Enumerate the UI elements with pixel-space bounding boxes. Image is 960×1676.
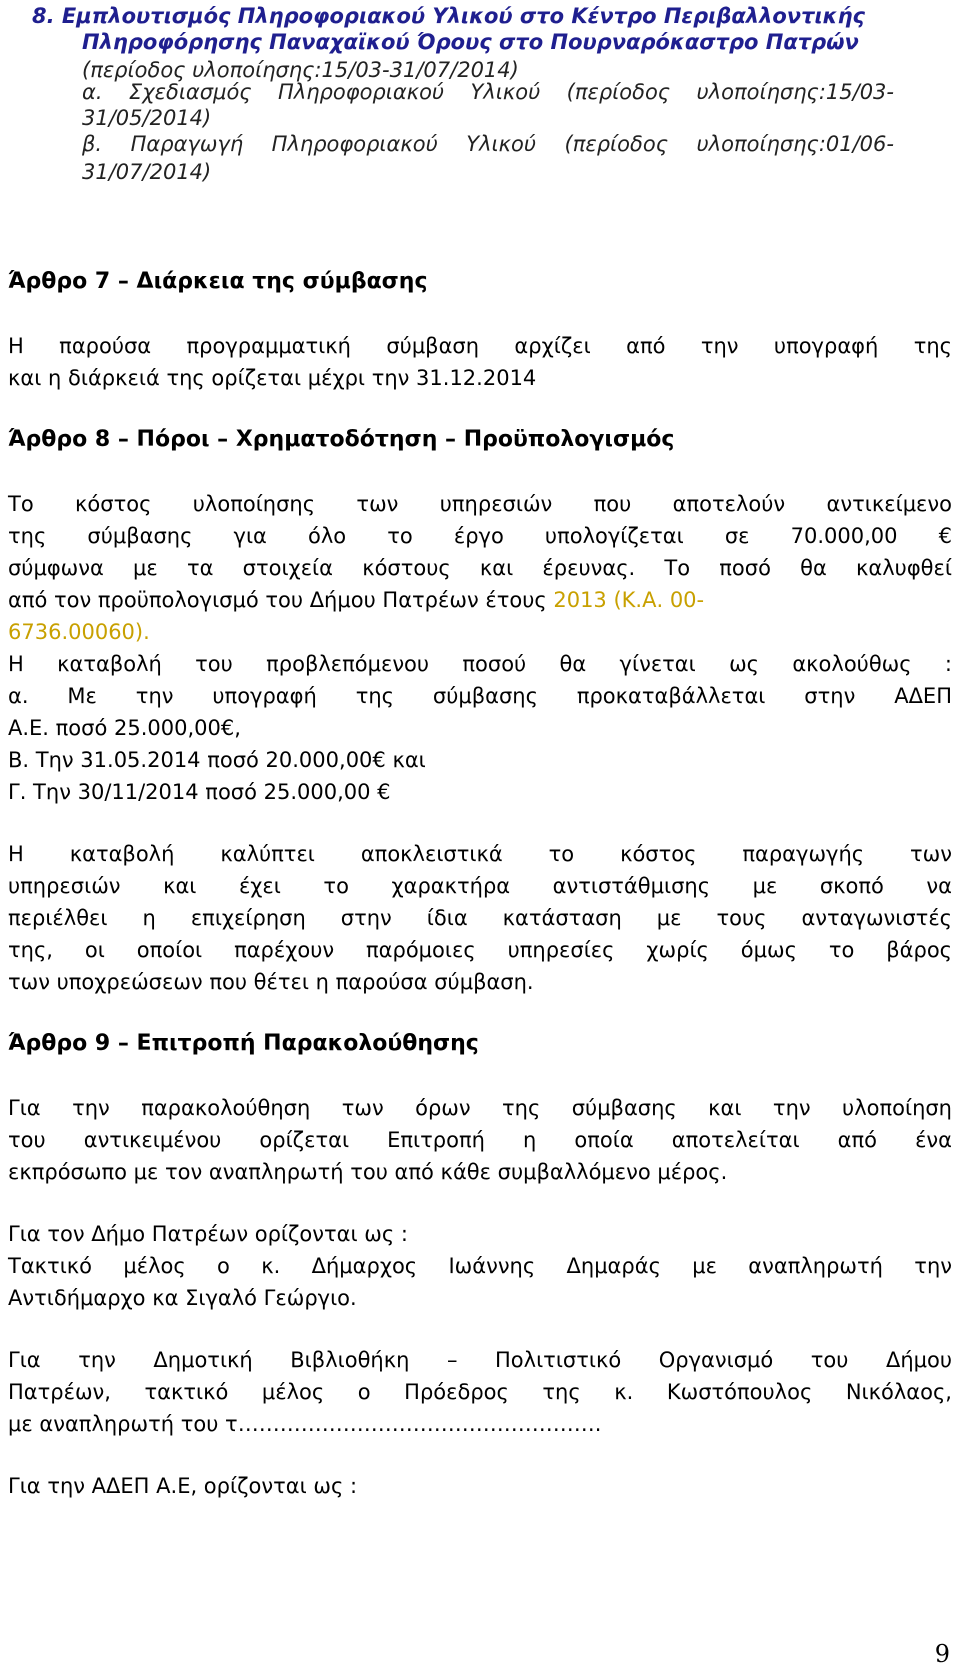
budget-code-highlight: 2013 (Κ.Α. 00-: [553, 588, 705, 612]
article7-heading: Άρθρο 7 – Διάρκεια της σύμβασης: [8, 269, 428, 294]
article8-heading: Άρθρο 8 – Πόροι – Χρηματοδότηση – Προϋπολογισμός: [8, 427, 675, 452]
article8-para2-line2: υπηρεσιών και έχει το χαρακτήρα αντιστάθμισης με σκοπό να: [8, 874, 952, 898]
section8-item-b-line2: 31/07/2014): [82, 160, 212, 184]
section8-title-line1: 8. Εμπλουτισμός Πληροφοριακού Υλικού στο Κέντρο Περιβαλλοντικής: [32, 4, 865, 28]
article9-p1-line3: εκπρόσωπο με τον αναπληρωτή του από κάθε συμβαλλόμενο μέρος.: [8, 1160, 728, 1184]
page-number: 9: [934, 1640, 950, 1668]
article8-para2-line4: της, οι οποίοι παρέχουν παρόμοιες υπηρεσίες χωρίς όμως το βάρος: [8, 938, 952, 962]
article8-line8: Α.Ε. ποσό 25.000,00€,: [8, 716, 241, 740]
article8-para2-line5: των υποχρεώσεων που θέτει η παρούσα σύμβαση.: [8, 970, 534, 994]
article8-line4: [8, 584, 952, 616]
article8-line9: Β. Την 31.05.2014 ποσό 20.000,00€ και: [8, 748, 426, 772]
article7-line1: Η παρούσα προγραμματική σύμβαση αρχίζει από την υπογραφή της: [8, 334, 952, 358]
article8-line2: της σύμβασης για όλο το έργο υπολογίζεται σε 70.000,00 €: [8, 524, 952, 548]
article8-line3: σύμφωνα με τα στοιχεία κόστους και έρευνας. Το ποσό θα καλυφθεί: [8, 556, 952, 580]
article8-para2-line3: περιέλθει η επιχείρηση στην ίδια κατάσταση με τους ανταγωνιστές: [8, 906, 952, 930]
article8-line6: Η καταβολή του προβλεπόμενου ποσού θα γίνεται ως ακολούθως :: [8, 652, 952, 676]
section8-title-line2: Πληροφόρησης Παναχαϊκού Όρους στο Πουρναρόκαστρο Πατρών: [82, 30, 859, 54]
article9-p3-line3: με αναπληρωτή του τ…………………………………………….: [8, 1412, 602, 1436]
article8-line4-text: από τον προϋπολογισμό του Δήμου Πατρέων έτους: [8, 588, 554, 612]
article8-line10: Γ. Την 30/11/2014 ποσό 25.000,00 €: [8, 780, 391, 804]
article9-p1-line1: Για την παρακολούθηση των όρων της σύμβασης και την υλοποίηση: [8, 1096, 952, 1120]
article9-p2-line2: Τακτικό μέλος ο κ. Δήμαρχος Ιωάννης Δημαράς με αναπληρωτή την: [8, 1254, 952, 1278]
article9-p3-line1: Για την Δημοτική Βιβλιοθήκη – Πολιτιστικό Οργανισμό του Δήμου: [8, 1348, 952, 1372]
article8-line7: α. Με την υπογραφή της σύμβασης προκαταβάλλεται στην ΑΔΕΠ: [8, 684, 952, 708]
section8-period: (περίοδος υλοποίησης:15/03-31/07/2014): [82, 58, 519, 82]
section8-item-b-line1: β. Παραγωγή Πληροφοριακού Υλικού (περίοδος υλοποίησης:01/06-: [82, 132, 894, 156]
article9-p2-line1: Για τον Δήμο Πατρέων ορίζονται ως :: [8, 1222, 408, 1246]
article7-line2: και η διάρκειά της ορίζεται μέχρι την 31.12.2014: [8, 366, 537, 390]
article9-p1-line2: του αντικειμένου ορίζεται Επιτροπή η οποία αποτελείται από ένα: [8, 1128, 952, 1152]
section8-item-a-line2: 31/05/2014): [82, 106, 212, 130]
section8-item-a-line1: α. Σχεδιασμός Πληροφοριακού Υλικού (περίοδος υλοποίησης:15/03-: [82, 80, 894, 104]
article8-para2-line1: Η καταβολή καλύπτει αποκλειστικά το κόστος παραγωγής των: [8, 842, 952, 866]
article9-heading: Άρθρο 9 – Επιτροπή Παρακολούθησης: [8, 1031, 479, 1056]
article9-p2-line3: Αντιδήμαρχο κα Σιγαλό Γεώργιο.: [8, 1286, 357, 1310]
budget-code-highlight-cont: 6736.00060).: [8, 620, 150, 644]
article9-p4-line1: Για την ΑΔΕΠ Α.Ε, ορίζονται ως :: [8, 1474, 358, 1498]
article8-line1: Το κόστος υλοποίησης των υπηρεσιών που αποτελούν αντικείμενο: [8, 492, 952, 516]
article9-p3-line2: Πατρέων, τακτικό μέλος ο Πρόεδρος της κ. Κωστόπουλος Νικόλαος,: [8, 1380, 952, 1404]
